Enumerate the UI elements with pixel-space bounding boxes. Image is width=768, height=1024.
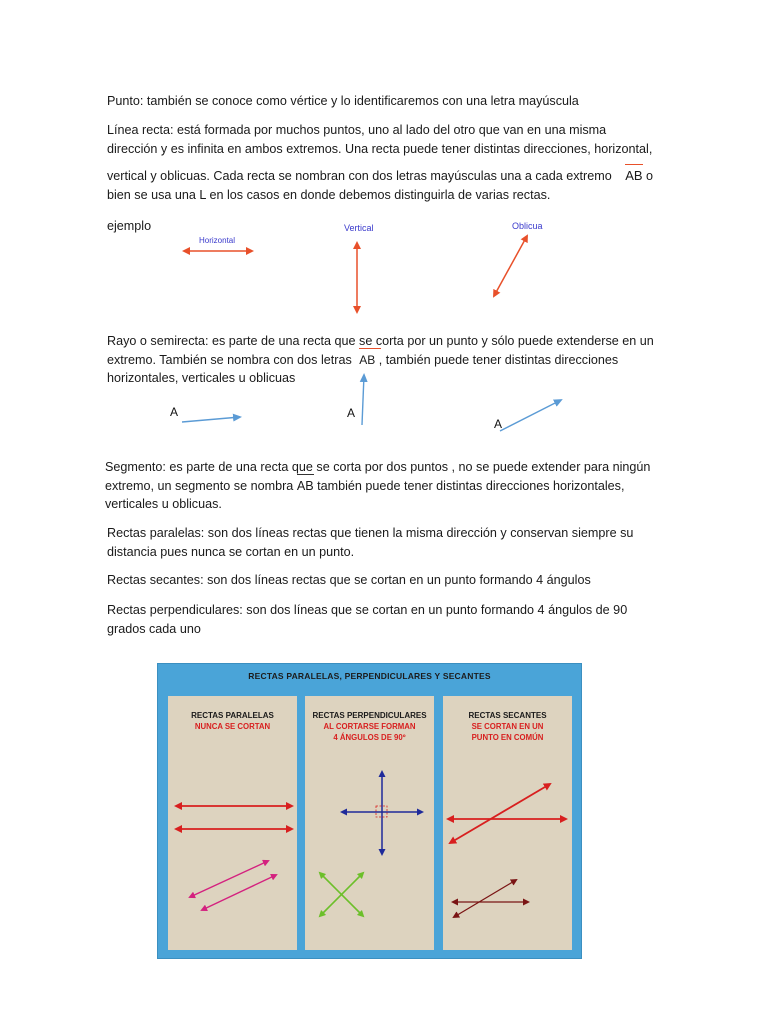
vertical-label: Vertical — [344, 223, 374, 233]
text-line-part: también puede tener distintas direcciones horizontales, — [317, 478, 625, 493]
panel-subtitle: AL CORTARSE FORMAN 4 ÁNGULOS DE 90º — [323, 722, 416, 742]
horizontal-label: Horizontal — [199, 236, 236, 245]
panel-subtitle: NUNCA SE CORTAN — [194, 722, 271, 731]
ray-point-label: A — [494, 417, 503, 431]
ejemplo-label: ejemplo — [107, 219, 152, 233]
text-line: Punto: también se conoce como vértice y lo identificaremos con una letra mayúscula — [107, 94, 579, 108]
panel-title: RECTAS PARALELAS — [191, 711, 274, 720]
horizontal-ray-example — [182, 417, 240, 422]
lines-poster — [157, 663, 582, 959]
text-line-part: extremo. También se nombra con dos letras — [107, 352, 352, 367]
text-line-part: extremo, un segmento se nombra — [105, 478, 294, 493]
text-line: Rectas perpendiculares: son dos líneas que se cortan en un punto formando 4 ángulos de 90 — [107, 603, 628, 617]
text-line: Segmento: es parte de una recta que se corta por dos puntos , no se puede extender para ningún — [105, 460, 651, 474]
text-line: distancia pues nunca se cortan en un punto. — [107, 544, 355, 559]
oblicua-label: Oblicua — [512, 221, 543, 231]
ab-line-letters: AB — [625, 168, 643, 183]
panel-subtitle: SE CORTAN EN UN PUNTO EN COMÚN — [471, 722, 544, 742]
panel-title: RECTAS SECANTES — [468, 711, 547, 720]
text-line-part: vertical y oblicuas. Cada recta se nombran con dos letras mayúsculas una a cada extremo — [107, 169, 612, 183]
panel-title: RECTAS PERPENDICULARES — [312, 711, 427, 720]
ab-ray-letters: AB — [359, 352, 376, 367]
text-line-part: , también puede tener distintas direcciones — [378, 352, 619, 367]
text-line: Rayo o semirecta: es parte de una recta que se corta por un punto y sólo puede extenderse en un — [107, 334, 654, 348]
oblique-line-example — [494, 236, 527, 296]
secant-small-line — [454, 880, 516, 917]
text-line: bien se usa una L en los casos en donde debemos distinguirla de varias rectas. — [107, 187, 551, 202]
text-line: grados cada uno — [107, 621, 201, 636]
vertical-ray-example — [362, 375, 364, 425]
text-line: Rectas secantes: son dos líneas rectas que se cortan en un punto formando 4 ángulos — [107, 573, 591, 587]
ray-point-label: A — [170, 405, 179, 419]
text-line: Línea recta: está formada por muchos puntos, uno al lado del otro que van en una misma — [107, 123, 607, 137]
poster-diagrams — [158, 664, 581, 958]
poster-title: RECTAS PARALELAS, PERPENDICULARES Y SECANTES — [248, 671, 491, 681]
text-line: Rectas paralelas: son dos líneas rectas que tienen la misma dirección y conservan siempre su — [107, 526, 634, 540]
oblique-ray-example — [500, 400, 561, 431]
ab-segment-letters: AB — [296, 478, 314, 493]
ray-point-label: A — [347, 406, 356, 420]
text-line: verticales u oblicuas. — [105, 497, 222, 511]
text-line-part: o — [646, 169, 654, 183]
secant-line — [450, 784, 550, 843]
parallel-oblique-line — [190, 861, 268, 897]
parallel-oblique-line — [202, 875, 276, 910]
text-line: dirección y es infinita en ambos extremos. Una recta puede tener distintas direcciones, horizontal, — [107, 141, 653, 156]
text-line: horizontales, verticales u oblicuas — [107, 371, 296, 385]
